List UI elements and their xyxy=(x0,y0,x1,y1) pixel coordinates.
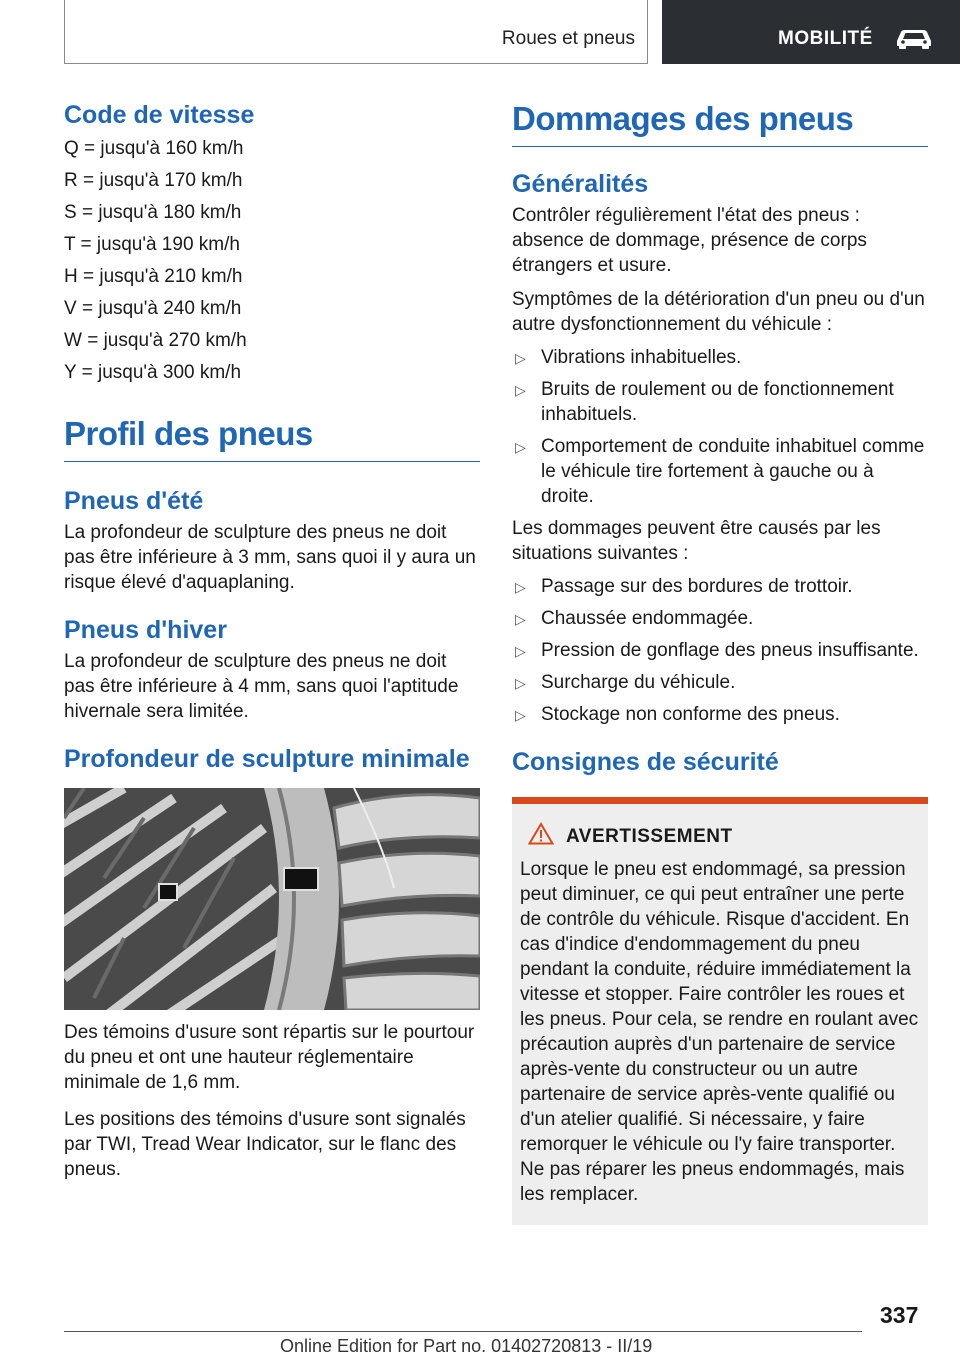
causes-intro: Les dommages peuvent être causés par les situations suivantes : xyxy=(512,518,881,564)
summer-tyres-title: Pneus d'été xyxy=(64,487,204,515)
list-item: ▷ Pression de gonflage des pneus insuffisante. xyxy=(512,638,928,663)
speed-code-line: W = jusqu'à 270 km/h xyxy=(64,330,247,351)
causes-list xyxy=(512,574,928,727)
triangle-bullet-icon: ▷ xyxy=(515,350,526,366)
min-depth-text-1: Des témoins d'usure sont répartis sur le pourtour du pneu et ont une hauteur réglementaire minimale de 1,6 mm. xyxy=(64,1022,475,1093)
triangle-bullet-icon: ▷ xyxy=(515,643,526,659)
warning-box xyxy=(512,797,928,1225)
tyre-damage-section-title: Dommages des pneus xyxy=(512,100,928,147)
symptoms-list xyxy=(512,345,928,509)
triangle-bullet-icon: ▷ xyxy=(515,439,526,455)
warning-header xyxy=(528,822,922,851)
speed-code-line: Q = jusqu'à 160 km/h xyxy=(64,138,244,159)
warning-triangle-icon xyxy=(528,822,554,851)
speed-code-line: T = jusqu'à 190 km/h xyxy=(64,234,240,255)
list-item: ▷ Bruits de roulement ou de fonctionnement inhabituels. xyxy=(515,379,894,425)
safety-title: Consignes de sécurité xyxy=(512,748,779,776)
triangle-bullet-icon: ▷ xyxy=(515,611,526,627)
list-item: ▷ Vibrations inhabituelles. xyxy=(512,345,928,370)
warning-text: Lorsque le pneu est endommagé, sa pression peut diminuer, ce qui peut entraîner une perte de contrôle du véhicule. Risque d'accident. En cas d'indice d'endommagement du pneu pendant la conduite, réduire immédiatement la vitesse et stopper. Faire contrôler les roues et les pneus. Pour cela, se rendre en roulant avec précaution auprès d'un partenaire de service après-vente du constructeur ou un autre partenaire de service après-vente qualifié ou d'un atelier qualifié. Si nécessaire, y faire remorquer le véhicule ou l'y faire transporter. Ne pas réparer les pneus endommagés, mais les remplacer. xyxy=(520,859,919,1205)
general-title: Généralités xyxy=(512,170,649,198)
header-section-title: Roues et pneus xyxy=(501,28,635,49)
winter-tyres-title: Pneus d'hiver xyxy=(64,616,227,644)
footer-edition: Online Edition for Part no. 01402720813 - II/19 xyxy=(280,1336,653,1356)
speed-code-title: Code de vitesse xyxy=(64,101,255,129)
profile-section-title: Profil des pneus xyxy=(64,415,480,462)
list-item: ▷ Chaussée endommagée. xyxy=(512,606,928,631)
min-depth-title: Profondeur de sculpture minimale xyxy=(64,745,470,773)
speed-code-line: V = jusqu'à 240 km/h xyxy=(64,298,242,319)
header-chapter-title: MOBILITÉ xyxy=(778,28,873,49)
footer-rule xyxy=(64,1331,862,1332)
list-item: ▷ Surcharge du véhicule. xyxy=(512,670,928,695)
header-section-box xyxy=(64,0,648,64)
speed-code-line: S = jusqu'à 180 km/h xyxy=(64,202,242,223)
list-item: ▷ Comportement de conduite inhabituel comme le véhicule tire fortement à gauche ou à droite. xyxy=(515,436,925,507)
page-number: 337 xyxy=(880,1302,919,1328)
symptoms-intro: Symptômes de la détérioration d'un pneu ou d'un autre dysfonctionnement du véhicule : xyxy=(512,289,925,335)
warning-label: AVERTISSEMENT xyxy=(566,825,733,847)
triangle-bullet-icon: ▷ xyxy=(515,707,526,723)
speed-code-line: Y = jusqu'à 300 km/h xyxy=(64,362,242,383)
tread-wear-indicator-image xyxy=(64,788,480,1010)
speed-code-line: R = jusqu'à 170 km/h xyxy=(64,170,243,191)
triangle-bullet-icon: ▷ xyxy=(515,579,526,595)
speed-code-list xyxy=(64,133,480,389)
left-column xyxy=(64,100,480,1182)
right-column xyxy=(512,100,928,1225)
summer-tyres-text: La profondeur de sculpture des pneus ne doit pas être inférieure à 3 mm, sans quoi il y aura un risque élevé d'aquaplaning. xyxy=(64,522,476,593)
header-chapter-box xyxy=(662,0,960,64)
triangle-bullet-icon: ▷ xyxy=(515,382,526,398)
list-item: ▷ Passage sur des bordures de trottoir. xyxy=(512,574,928,599)
winter-tyres-text: La profondeur de sculpture des pneus ne doit pas être inférieure à 4 mm, sans quoi l'aptitude hivernale sera limitée. xyxy=(64,651,459,722)
general-text: Contrôler régulièrement l'état des pneus : absence de dommage, présence de corps étrangers et usure. xyxy=(512,205,867,276)
car-icon xyxy=(894,28,934,55)
list-item: ▷ Stockage non conforme des pneus. xyxy=(512,702,928,727)
speed-code-line: H = jusqu'à 210 km/h xyxy=(64,266,243,287)
triangle-bullet-icon: ▷ xyxy=(515,675,526,691)
min-depth-text-2: Les positions des témoins d'usure sont signalés par TWI, Tread Wear Indicator, sur le flanc des pneus. xyxy=(64,1109,466,1180)
